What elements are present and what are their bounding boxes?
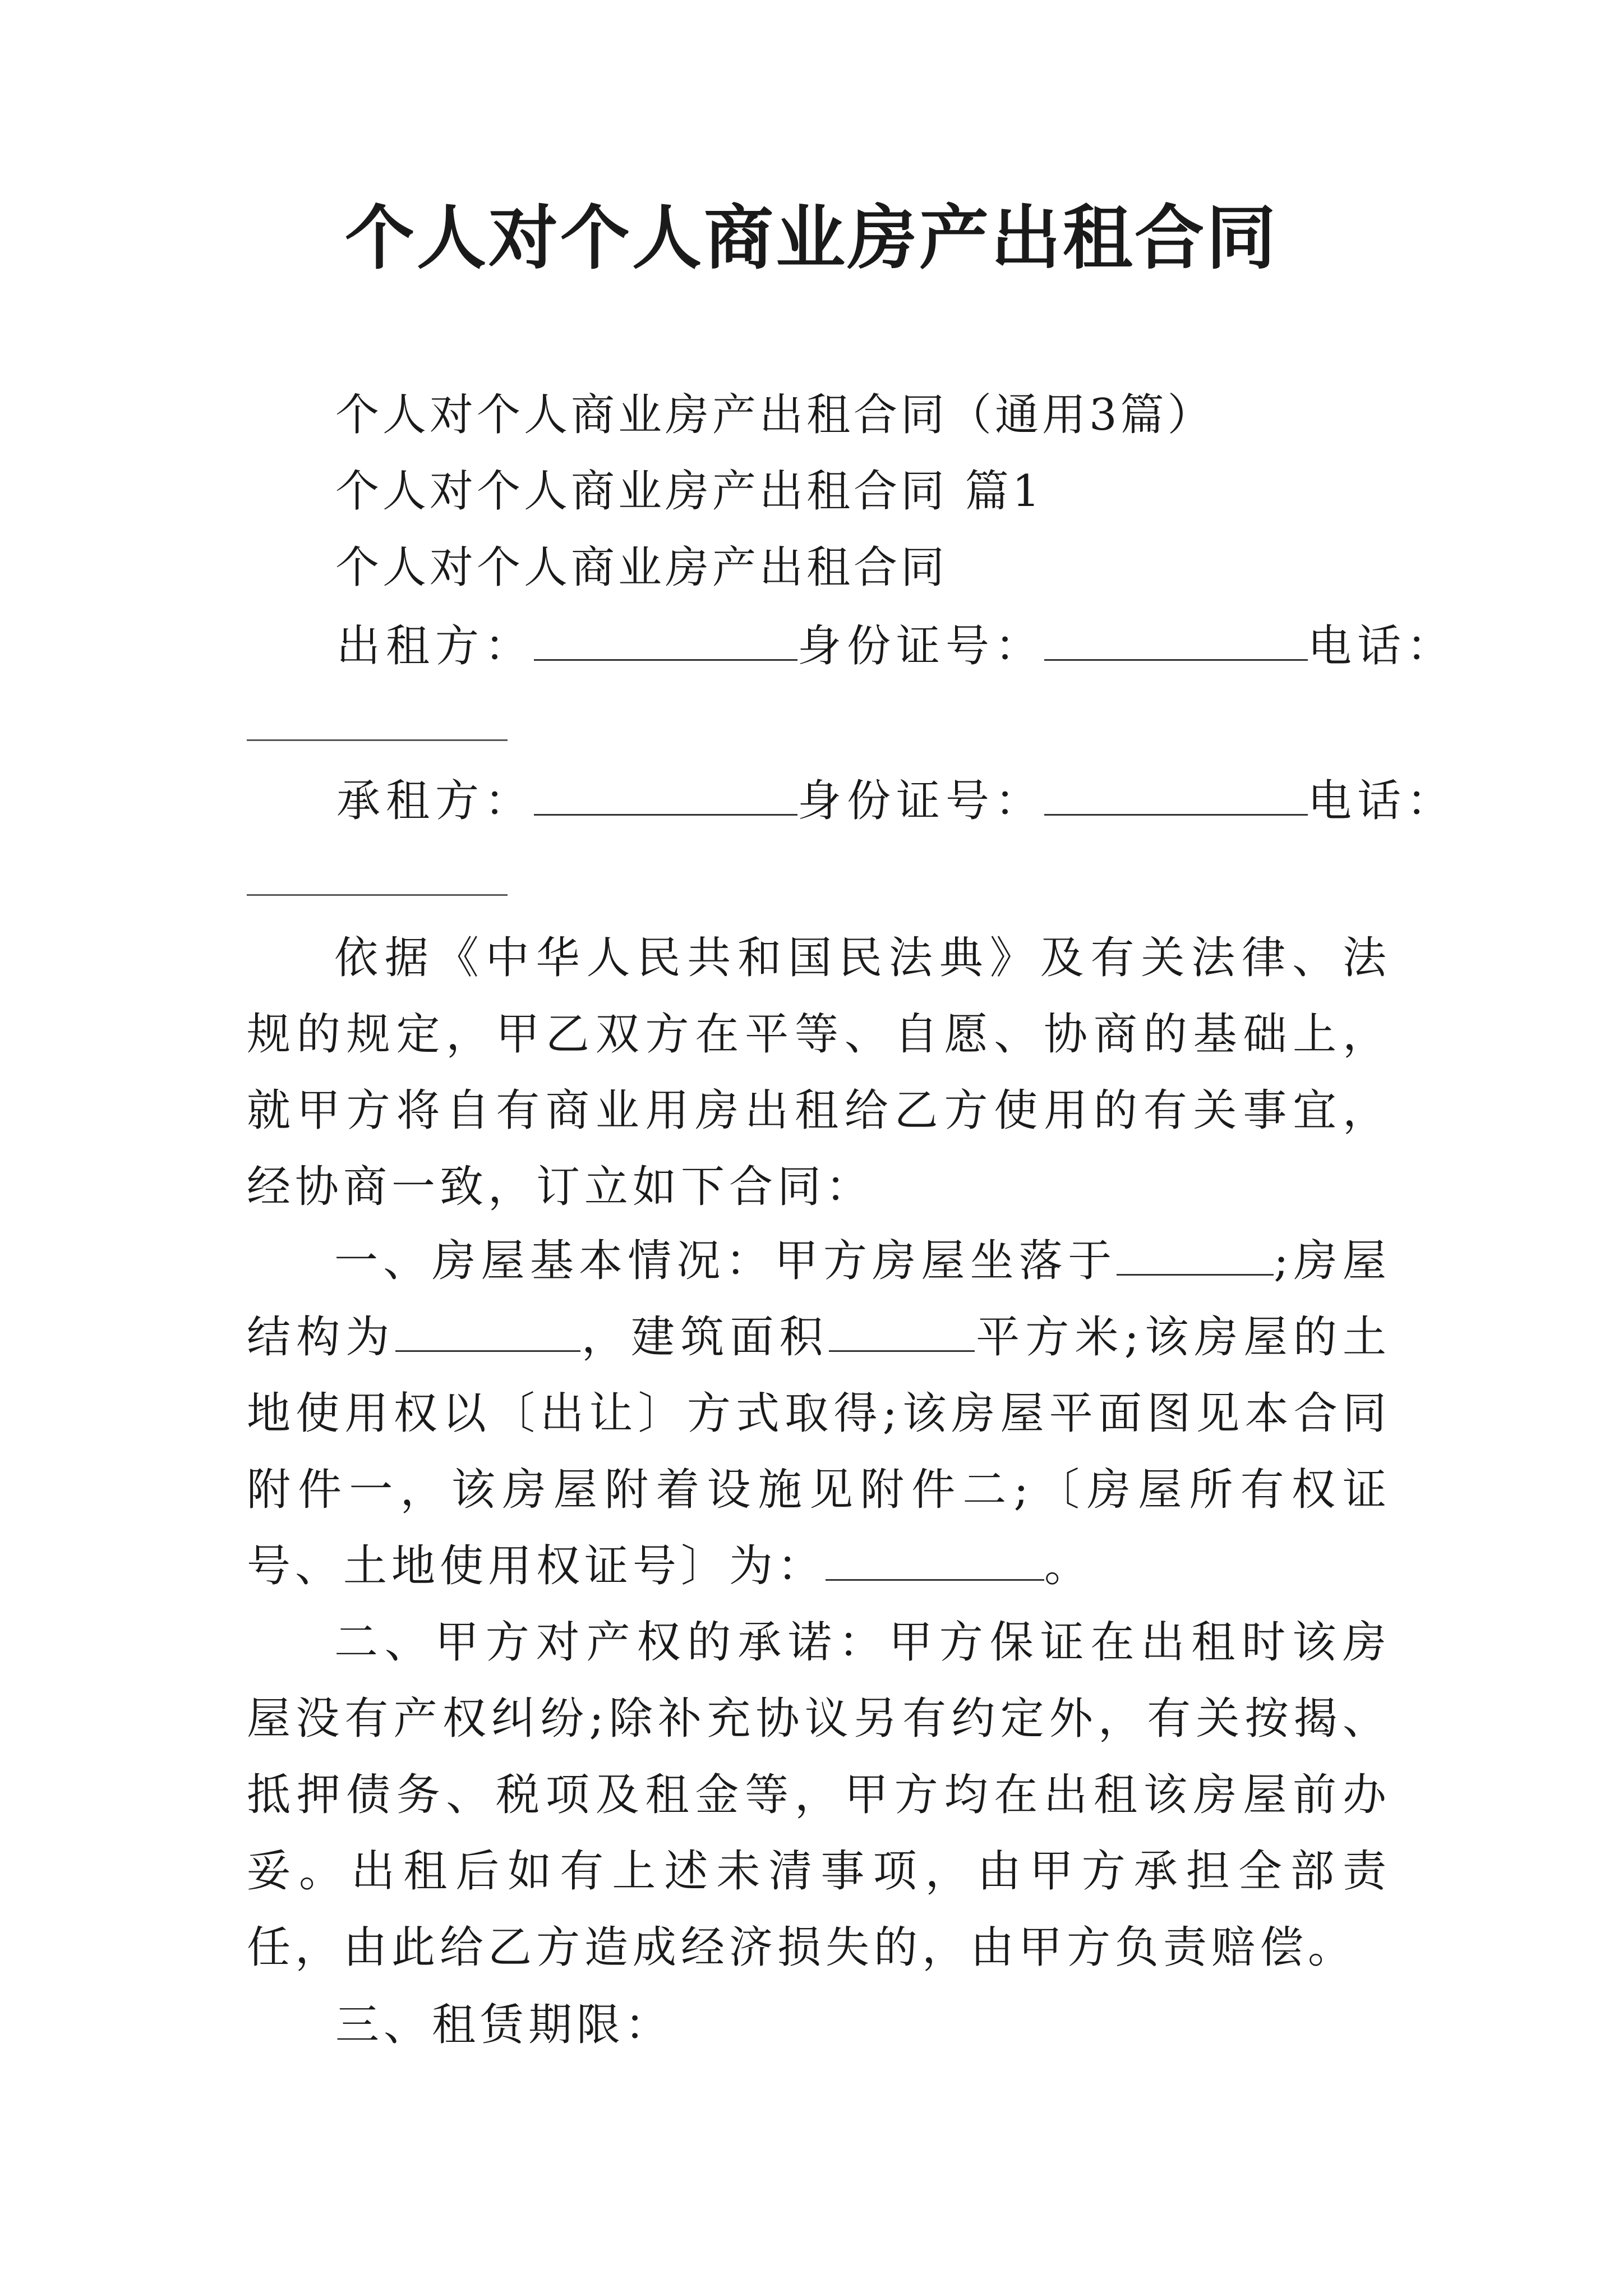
clause-3-heading: 三、租赁期限： xyxy=(335,2000,674,2050)
structure-blank[interactable] xyxy=(395,1311,580,1352)
clause-1-text-b: ;房屋结构为 xyxy=(247,1236,1391,1363)
lessee-label: 承租方： xyxy=(336,776,534,826)
property-location-blank[interactable] xyxy=(1117,1235,1274,1276)
lessor-name-blank[interactable] xyxy=(534,620,797,661)
lessor-id-label: 身份证号： xyxy=(797,621,1045,671)
clause-1-paragraph xyxy=(247,1223,1391,1604)
lessor-phone-blank[interactable] xyxy=(247,739,508,741)
clause-1-text-e: 。 xyxy=(1044,1541,1093,1591)
certificate-number-blank[interactable] xyxy=(826,1540,1044,1581)
clause-1-text-c: ，建筑面积 xyxy=(580,1312,829,1363)
lessee-phone-blank[interactable] xyxy=(247,894,508,896)
subtitle-part-1: 个人对个人商业房产出租合同 篇1 xyxy=(335,466,1044,517)
lessee-id-label: 身份证号： xyxy=(797,776,1045,826)
lessee-row xyxy=(336,773,1456,829)
clause-1-text-a: 一、房屋基本情况：甲方房屋坐落于 xyxy=(334,1236,1117,1286)
lessor-id-blank[interactable] xyxy=(1044,620,1308,661)
clause-2-paragraph: 二、甲方对产权的承诺：甲方保证在出租时该房屋没有产权纠纷;除补充协议另有约定外，有关按揭、抵押债务、税项及租金等，甲方均在出租该房屋前办妥。出租后如有上述未清事项，由甲方承担全部责任，由此给乙方造成经济损失的，由甲方负责赔偿。 xyxy=(247,1617,1391,1973)
subtitle-general: 个人对个人商业房产出租合同（通用3篇） xyxy=(335,390,1215,440)
lessor-phone-label: 电话： xyxy=(1308,621,1456,671)
lessee-phone-label: 电话： xyxy=(1308,776,1456,826)
lessee-name-blank[interactable] xyxy=(534,775,797,816)
intro-paragraph: 依据《中华人民共和国民法典》及有关法律、法规的规定，甲乙双方在平等、自愿、协商的基础上，就甲方将自有商业用房出租给乙方使用的有关事宜，经协商一致，订立如下合同： xyxy=(247,933,1391,1212)
lessee-id-blank[interactable] xyxy=(1044,775,1308,816)
document-title: 个人对个人商业房产出租合同 xyxy=(344,197,1278,279)
lessor-label: 出租方： xyxy=(336,621,534,671)
floor-area-blank[interactable] xyxy=(829,1311,975,1352)
lessor-row xyxy=(336,618,1456,674)
clause-1-text-d: 平方米;该房屋的土地使用权以〔出让〕方式取得;该房屋平面图见本合同附件一，该房屋附着设施见附件二;〔房屋所有权证号、土地使用权证号〕为： xyxy=(247,1312,1391,1591)
subtitle-contract: 个人对个人商业房产出租合同 xyxy=(335,542,948,593)
